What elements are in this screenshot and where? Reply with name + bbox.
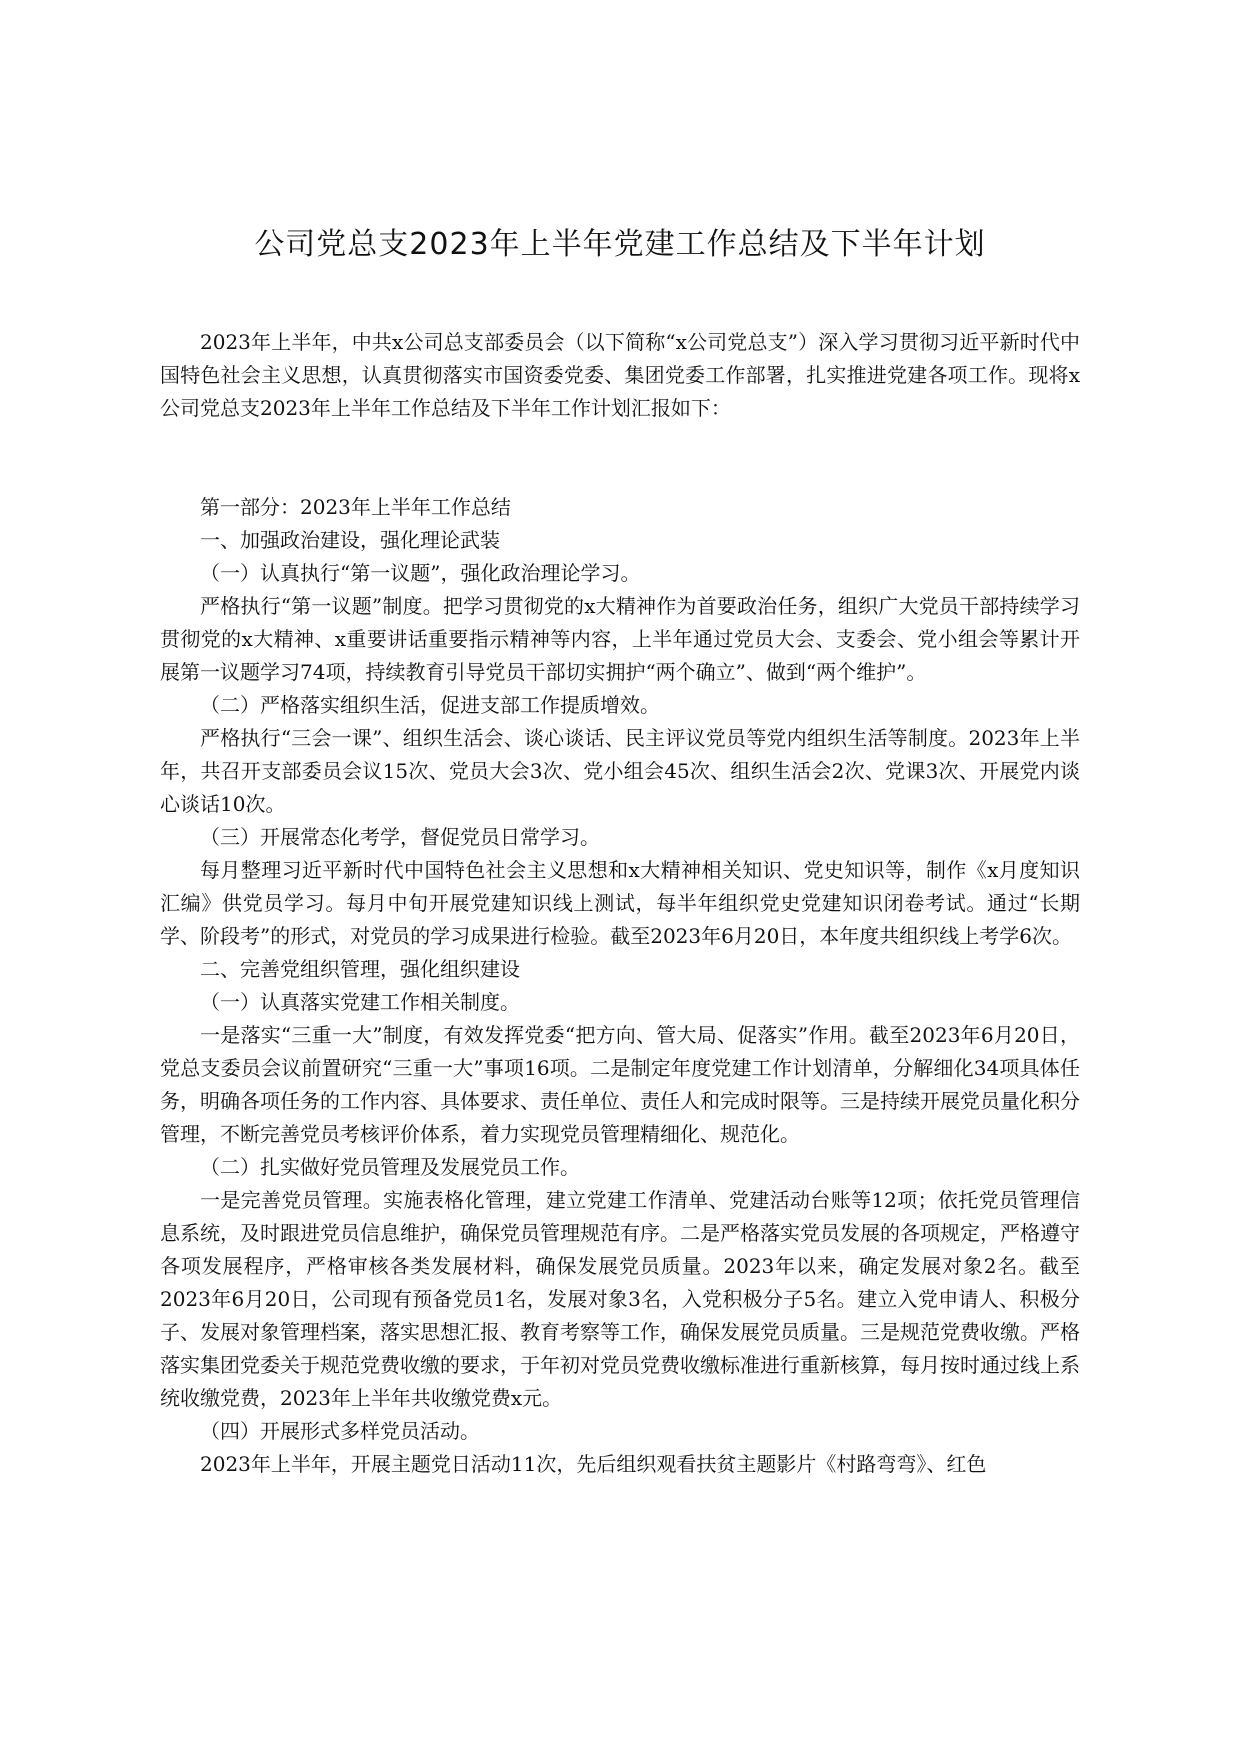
part-heading: 第一部分：2023年上半年工作总结 [200, 495, 511, 519]
body-paragraph: 严格执行“第一议题”制度。把学习贯彻党的x大精神作为首要政治任务，组织广大党员干部持续学习贯彻党的x大精神、x重要讲话重要指示精神等内容，上半年通过党员大会、支委会、党小组会等累计开展第一议题学习74项，持续教育引导党员干部切实拥护“两个确立”、做到“两个维护”。 [160, 594, 1080, 684]
document-body [160, 326, 1080, 1481]
subsection-heading: （一）认真执行“第一议题”，强化政治理论学习。 [200, 561, 641, 585]
body-paragraph: 一是落实“三重一大”制度，有效发挥党委“把方向、管大局、促落实”作用。截至2023年6月20日，党总支委员会议前置研究“三重一大”事项16项。二是制定年度党建工作计划清单，分解细化34项具体任务，明确各项任务的工作内容、具体要求、责任单位、责任人和完成时限等。三是持续开展党员量化积分管理，不断完善党员考核评价体系，着力实现党员管理精细化、规范化。 [160, 1023, 1080, 1146]
body-paragraph: 每月整理习近平新时代中国特色社会主义思想和x大精神相关知识、党史知识等，制作《x月度知识汇编》供党员学习。每月中旬开展党建知识线上测试，每半年组织党史党建知识闭卷考试。通过“长期学、阶段考”的形式，对党员的学习成果进行检验。截至2023年6月20日，本年度共组织线上考学6次。 [160, 858, 1080, 948]
subsection-heading: （二）扎实做好党员管理及发展党员工作。 [200, 1155, 580, 1179]
subsection-heading: （三）开展常态化考学，督促党员日常学习。 [200, 825, 600, 849]
intro-paragraph: 2023年上半年，中共x公司总支部委员会（以下简称“x公司党总支”）深入学习贯彻习近平新时代中国特色社会主义思想，认真贯彻落实市国资委党委、集团党委工作部署，扎实推进党建各项工作。现将x公司党总支2023年上半年工作总结及下半年工作计划汇报如下： [160, 330, 1080, 420]
subsection-heading: （二）严格落实组织生活，促进支部工作提质增效。 [200, 693, 660, 717]
subsection-heading: （一）认真落实党建工作相关制度。 [200, 990, 520, 1014]
section-heading: 二、完善党组织管理，强化组织建设 [200, 957, 520, 981]
body-paragraph: 一是完善党员管理。实施表格化管理，建立党建工作清单、党建活动台账等12项；依托党员管理信息系统，及时跟进党员信息维护，确保党员管理规范有序。二是严格落实党员发展的各项规定，严格遵守各项发展程序，严格审核各类发展材料，确保发展党员质量。2023年以来，确定发展对象2名。截至2023年6月20日，公司现有预备党员1名，发展对象3名，入党积极分子5名。建立入党申请人、积极分子、发展对象管理档案，落实思想汇报、教育考察等工作，确保发展党员质量。三是规范党费收缴。严格落实集团党委关于规范党费收缴的要求，于年初对党员党费收缴标准进行重新核算，每月按时通过线上系统收缴党费，2023年上半年共收缴党费x元。 [160, 1188, 1080, 1410]
section-heading: 一、加强政治建设，强化理论武装 [200, 528, 500, 552]
body-paragraph: 2023年上半年，开展主题党日活动11次，先后组织观看扶贫主题影片《村路弯弯》、红色 [200, 1452, 987, 1476]
document-title: 公司党总支2023年上半年党建工作总结及下半年计划 [254, 227, 986, 262]
subsection-heading: （四）开展形式多样党员活动。 [200, 1419, 480, 1443]
body-paragraph: 严格执行“三会一课”、组织生活会、谈心谈话、民主评议党员等党内组织生活等制度。2023年上半年，共召开支部委员会议15次、党员大会3次、党小组会45次、组织生活会2次、党课3次、开展党内谈心谈话10次。 [160, 726, 1080, 816]
